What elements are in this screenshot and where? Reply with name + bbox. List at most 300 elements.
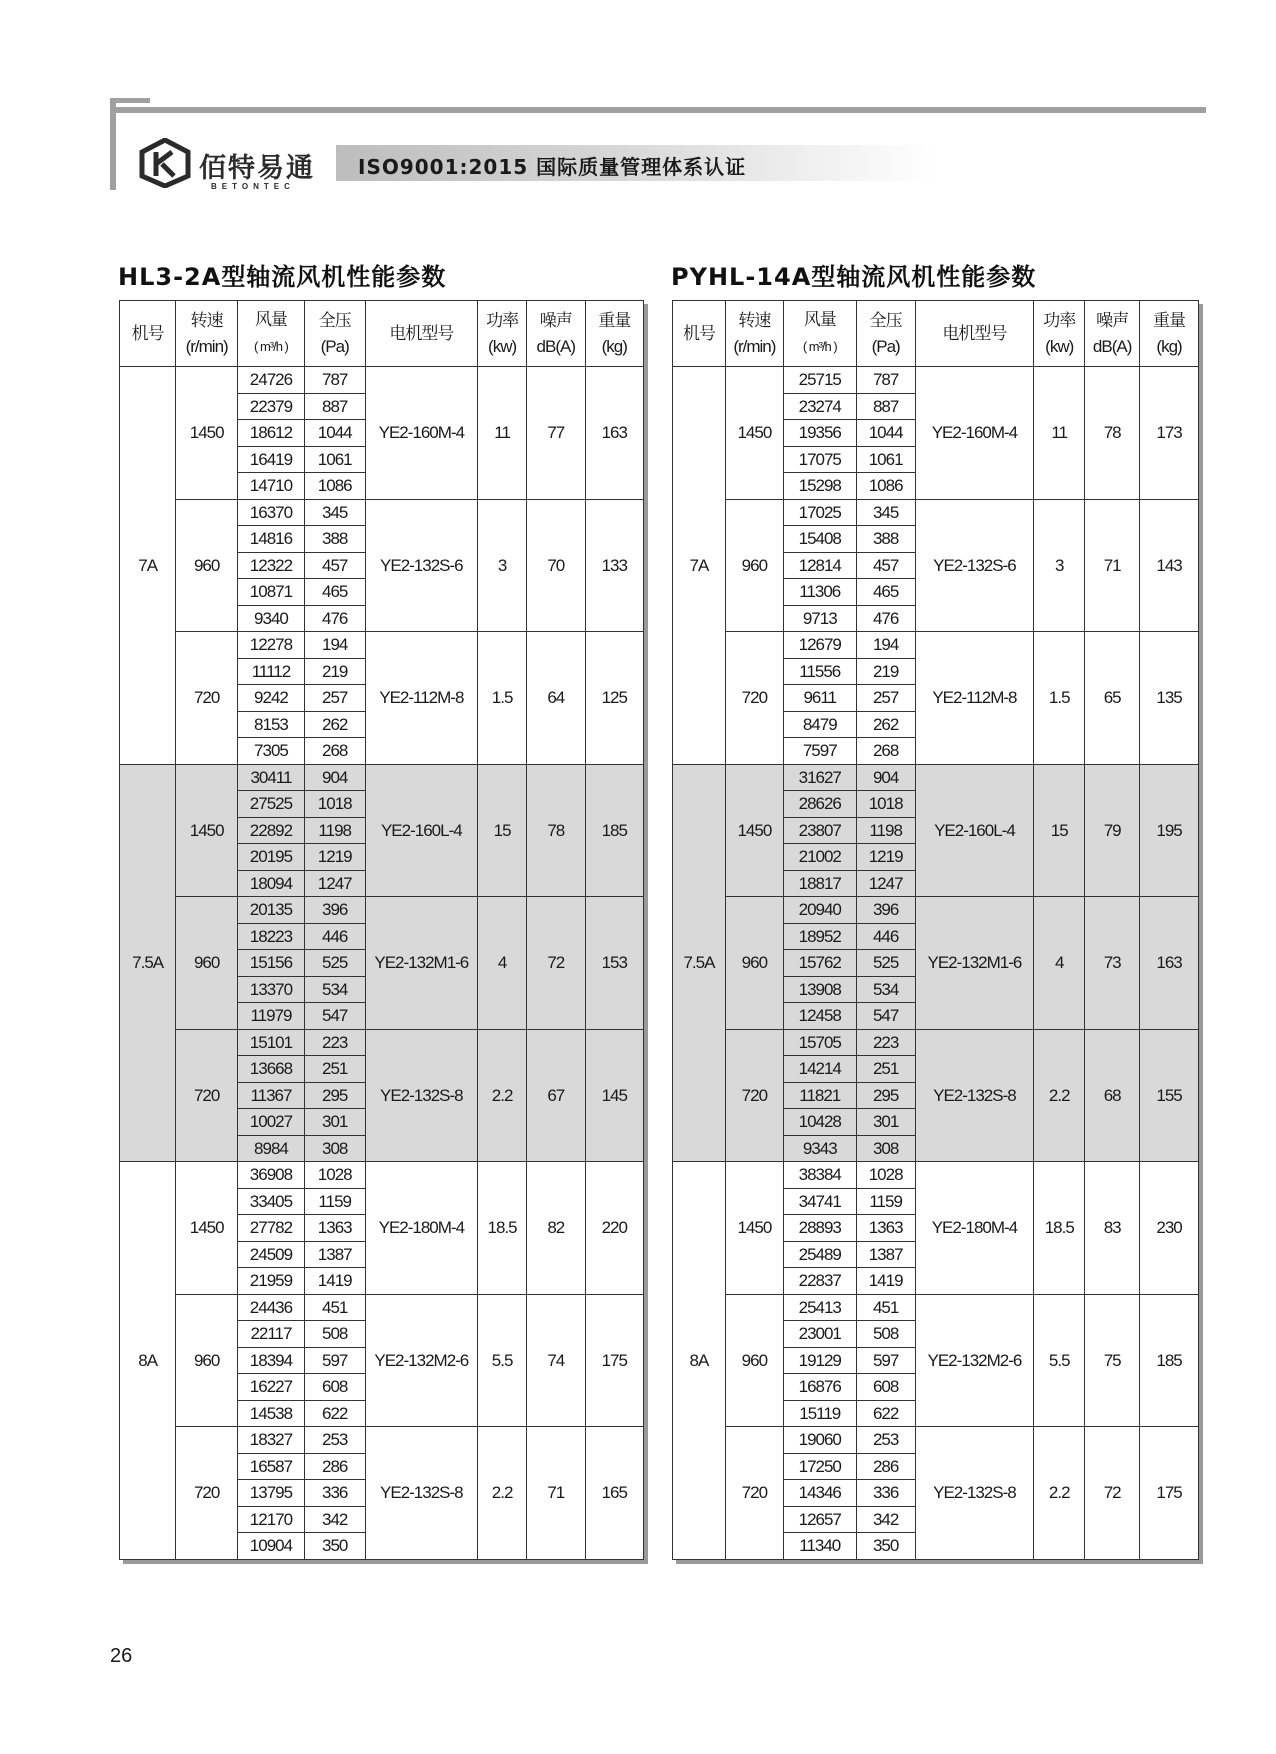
airflow-cell: 31627 (783, 764, 856, 791)
speed-cell: 720 (176, 1029, 238, 1162)
pressure-cell: 1419 (856, 1268, 915, 1295)
airflow-cell: 21959 (237, 1268, 304, 1295)
airflow-cell: 12322 (237, 552, 304, 579)
pressure-cell: 1219 (304, 844, 365, 871)
noise-cell: 65 (1085, 632, 1140, 765)
noise-cell: 73 (1085, 897, 1140, 1030)
pressure-cell: 622 (304, 1400, 365, 1427)
pressure-cell: 268 (304, 738, 365, 765)
header-speed: 转速 (r/min) (725, 301, 783, 367)
noise-cell: 72 (1085, 1427, 1140, 1560)
noise-cell: 68 (1085, 1029, 1140, 1162)
airflow-cell: 14214 (783, 1056, 856, 1083)
airflow-cell: 17025 (783, 499, 856, 526)
table-row (673, 897, 1199, 924)
table-header-row (120, 301, 644, 367)
speed-cell: 1450 (176, 367, 238, 500)
weight-cell: 175 (1140, 1427, 1199, 1560)
airflow-cell: 13370 (237, 976, 304, 1003)
speed-cell: 720 (725, 1029, 783, 1162)
airflow-cell: 38384 (783, 1162, 856, 1189)
header-speed: 转速 (r/min) (176, 301, 238, 367)
pressure-cell: 1198 (304, 817, 365, 844)
motor-cell: YE2-132M1-6 (365, 897, 478, 1030)
airflow-cell: 11112 (237, 658, 304, 685)
pressure-cell: 1028 (304, 1162, 365, 1189)
airflow-cell: 16876 (783, 1374, 856, 1401)
speed-cell: 960 (176, 499, 238, 632)
airflow-cell: 20940 (783, 897, 856, 924)
power-cell: 18.5 (478, 1162, 527, 1295)
airflow-cell: 15119 (783, 1400, 856, 1427)
airflow-cell: 20195 (237, 844, 304, 871)
airflow-cell: 12170 (237, 1506, 304, 1533)
pressure-cell: 887 (856, 393, 915, 420)
power-cell: 15 (1034, 764, 1085, 897)
pressure-cell: 1219 (856, 844, 915, 871)
airflow-cell: 8153 (237, 711, 304, 738)
weight-cell: 155 (1140, 1029, 1199, 1162)
pressure-cell: 253 (856, 1427, 915, 1454)
pressure-cell: 301 (856, 1109, 915, 1136)
power-cell: 5.5 (478, 1294, 527, 1427)
motor-cell: YE2-132S-6 (915, 499, 1034, 632)
header-weight: 重量 (kg) (585, 301, 644, 367)
airflow-cell: 14346 (783, 1480, 856, 1507)
header-noise: 噪声 dB(A) (527, 301, 585, 367)
pressure-cell: 597 (856, 1347, 915, 1374)
speed-cell: 960 (725, 897, 783, 1030)
header-noise: 噪声 dB(A) (1085, 301, 1140, 367)
airflow-cell: 30411 (237, 764, 304, 791)
pressure-cell: 396 (856, 897, 915, 924)
pressure-cell: 787 (856, 367, 915, 394)
pressure-cell: 1247 (856, 870, 915, 897)
power-cell: 3 (1034, 499, 1085, 632)
speed-cell: 720 (725, 1427, 783, 1560)
header-power: 功率 (kw) (478, 301, 527, 367)
brand-subtitle: BETONTEC (211, 182, 295, 191)
pressure-cell: 1159 (304, 1188, 365, 1215)
pressure-cell: 1086 (304, 473, 365, 500)
noise-cell: 71 (1085, 499, 1140, 632)
airflow-cell: 23807 (783, 817, 856, 844)
airflow-cell: 23274 (783, 393, 856, 420)
pressure-cell: 388 (856, 526, 915, 553)
pressure-cell: 597 (304, 1347, 365, 1374)
pressure-cell: 904 (304, 764, 365, 791)
weight-cell: 163 (1140, 897, 1199, 1030)
speed-cell: 720 (176, 1427, 238, 1560)
pressure-cell: 257 (856, 685, 915, 712)
pressure-cell: 345 (856, 499, 915, 526)
airflow-cell: 14816 (237, 526, 304, 553)
power-cell: 4 (1034, 897, 1085, 1030)
pressure-cell: 476 (304, 605, 365, 632)
airflow-cell: 12278 (237, 632, 304, 659)
pressure-cell: 286 (856, 1453, 915, 1480)
pressure-cell: 219 (856, 658, 915, 685)
pressure-cell: 1363 (856, 1215, 915, 1242)
airflow-cell: 13668 (237, 1056, 304, 1083)
pressure-cell: 547 (304, 1003, 365, 1030)
pressure-cell: 476 (856, 605, 915, 632)
pressure-cell: 295 (304, 1082, 365, 1109)
pressure-cell: 446 (856, 923, 915, 950)
noise-cell: 70 (527, 499, 585, 632)
pressure-cell: 1044 (856, 420, 915, 447)
pressure-cell: 465 (856, 579, 915, 606)
power-cell: 15 (478, 764, 527, 897)
power-cell: 2.2 (1034, 1029, 1085, 1162)
motor-cell: YE2-132S-8 (365, 1427, 478, 1560)
pressure-cell: 257 (304, 685, 365, 712)
airflow-cell: 25413 (783, 1294, 856, 1321)
pressure-cell: 350 (304, 1533, 365, 1560)
airflow-cell: 33405 (237, 1188, 304, 1215)
airflow-cell: 16419 (237, 446, 304, 473)
noise-cell: 78 (527, 764, 585, 897)
pressure-cell: 194 (856, 632, 915, 659)
motor-cell: YE2-132S-8 (365, 1029, 478, 1162)
weight-cell: 125 (585, 632, 644, 765)
pressure-cell: 345 (304, 499, 365, 526)
airflow-cell: 14538 (237, 1400, 304, 1427)
pressure-cell: 446 (304, 923, 365, 950)
airflow-cell: 28626 (783, 791, 856, 818)
noise-cell: 64 (527, 632, 585, 765)
noise-cell: 82 (527, 1162, 585, 1295)
airflow-cell: 18612 (237, 420, 304, 447)
noise-cell: 72 (527, 897, 585, 1030)
pressure-cell: 465 (304, 579, 365, 606)
airflow-cell: 11821 (783, 1082, 856, 1109)
pressure-cell: 525 (856, 950, 915, 977)
airflow-cell: 27782 (237, 1215, 304, 1242)
table-row (120, 764, 644, 791)
speed-cell: 1450 (725, 367, 783, 500)
model-no-cell: 7A (673, 367, 726, 765)
noise-cell: 79 (1085, 764, 1140, 897)
motor-cell: YE2-180M-4 (915, 1162, 1034, 1295)
noise-cell: 75 (1085, 1294, 1140, 1427)
header-model-no: 机号 (120, 301, 176, 367)
airflow-cell: 15762 (783, 950, 856, 977)
motor-cell: YE2-160M-4 (365, 367, 478, 500)
pressure-cell: 262 (304, 711, 365, 738)
pressure-cell: 223 (304, 1029, 365, 1056)
table-row (120, 367, 644, 394)
airflow-cell: 19356 (783, 420, 856, 447)
table-row (673, 1162, 1199, 1189)
model-no-cell: 8A (673, 1162, 726, 1560)
header-weight: 重量 (kg) (1140, 301, 1199, 367)
airflow-cell: 9713 (783, 605, 856, 632)
header-motor: 电机型号 (365, 301, 478, 367)
pressure-cell: 301 (304, 1109, 365, 1136)
weight-cell: 185 (1140, 1294, 1199, 1427)
pressure-cell: 887 (304, 393, 365, 420)
airflow-cell: 9340 (237, 605, 304, 632)
airflow-cell: 17250 (783, 1453, 856, 1480)
pressure-cell: 388 (304, 526, 365, 553)
certification-text: ISO9001:2015 国际质量管理体系认证 (358, 155, 747, 179)
airflow-cell: 14710 (237, 473, 304, 500)
airflow-cell: 24726 (237, 367, 304, 394)
header-rule (110, 107, 1206, 113)
airflow-cell: 20135 (237, 897, 304, 924)
pressure-cell: 1018 (304, 791, 365, 818)
airflow-cell: 21002 (783, 844, 856, 871)
power-cell: 11 (1034, 367, 1085, 500)
pressure-cell: 904 (856, 764, 915, 791)
power-cell: 11 (478, 367, 527, 500)
airflow-cell: 12814 (783, 552, 856, 579)
motor-cell: YE2-132S-8 (915, 1029, 1034, 1162)
airflow-cell: 17075 (783, 446, 856, 473)
table-row (673, 1029, 1199, 1056)
weight-cell: 135 (1140, 632, 1199, 765)
airflow-cell: 18223 (237, 923, 304, 950)
airflow-cell: 8479 (783, 711, 856, 738)
airflow-cell: 11306 (783, 579, 856, 606)
pressure-cell: 534 (856, 976, 915, 1003)
pressure-cell: 457 (304, 552, 365, 579)
airflow-cell: 36908 (237, 1162, 304, 1189)
motor-cell: YE2-180M-4 (365, 1162, 478, 1295)
power-cell: 2.2 (478, 1029, 527, 1162)
power-cell: 1.5 (478, 632, 527, 765)
weight-cell: 195 (1140, 764, 1199, 897)
table-row (120, 1427, 644, 1454)
pressure-cell: 336 (304, 1480, 365, 1507)
pressure-cell: 508 (856, 1321, 915, 1348)
motor-cell: YE2-112M-8 (365, 632, 478, 765)
speed-cell: 720 (176, 632, 238, 765)
airflow-cell: 34741 (783, 1188, 856, 1215)
table-row (120, 1162, 644, 1189)
pressure-cell: 534 (304, 976, 365, 1003)
speed-cell: 1450 (176, 1162, 238, 1295)
pressure-cell: 622 (856, 1400, 915, 1427)
noise-cell: 67 (527, 1029, 585, 1162)
brand-logo-icon (138, 138, 192, 188)
airflow-cell: 7305 (237, 738, 304, 765)
table-row (673, 1427, 1199, 1454)
airflow-cell: 12679 (783, 632, 856, 659)
table-header-row (673, 301, 1199, 367)
weight-cell: 175 (585, 1294, 644, 1427)
table-row (120, 632, 644, 659)
airflow-cell: 24436 (237, 1294, 304, 1321)
airflow-cell: 18394 (237, 1347, 304, 1374)
pressure-cell: 1028 (856, 1162, 915, 1189)
table-row (673, 632, 1199, 659)
weight-cell: 173 (1140, 367, 1199, 500)
pressure-cell: 262 (856, 711, 915, 738)
header-frame-corner (110, 98, 150, 103)
model-no-cell: 7A (120, 367, 176, 765)
airflow-cell: 12458 (783, 1003, 856, 1030)
pressure-cell: 1159 (856, 1188, 915, 1215)
airflow-cell: 16370 (237, 499, 304, 526)
power-cell: 3 (478, 499, 527, 632)
weight-cell: 163 (585, 367, 644, 500)
weight-cell: 230 (1140, 1162, 1199, 1295)
noise-cell: 74 (527, 1294, 585, 1427)
airflow-cell: 12657 (783, 1506, 856, 1533)
airflow-cell: 19060 (783, 1427, 856, 1454)
pressure-cell: 547 (856, 1003, 915, 1030)
airflow-cell: 9611 (783, 685, 856, 712)
airflow-cell: 11556 (783, 658, 856, 685)
table-row (673, 367, 1199, 394)
airflow-cell: 22379 (237, 393, 304, 420)
airflow-cell: 15705 (783, 1029, 856, 1056)
table-title-left: HL3-2A型轴流风机性能参数 (118, 263, 447, 291)
pressure-cell: 608 (304, 1374, 365, 1401)
pressure-cell: 308 (856, 1135, 915, 1162)
header-pressure: 全压 (Pa) (856, 301, 915, 367)
weight-cell: 145 (585, 1029, 644, 1162)
table-row (120, 1294, 644, 1321)
pressure-cell: 1044 (304, 420, 365, 447)
speed-cell: 720 (725, 632, 783, 765)
airflow-cell: 15156 (237, 950, 304, 977)
airflow-cell: 22117 (237, 1321, 304, 1348)
weight-cell: 220 (585, 1162, 644, 1295)
airflow-cell: 13908 (783, 976, 856, 1003)
weight-cell: 185 (585, 764, 644, 897)
power-cell: 1.5 (1034, 632, 1085, 765)
weight-cell: 165 (585, 1427, 644, 1560)
airflow-cell: 18094 (237, 870, 304, 897)
table-row (120, 499, 644, 526)
model-no-cell: 8A (120, 1162, 176, 1560)
motor-cell: YE2-132S-8 (915, 1427, 1034, 1560)
airflow-cell: 15298 (783, 473, 856, 500)
model-no-cell: 7.5A (120, 764, 176, 1162)
motor-cell: YE2-132S-6 (365, 499, 478, 632)
noise-cell: 71 (527, 1427, 585, 1560)
airflow-cell: 16587 (237, 1453, 304, 1480)
pressure-cell: 194 (304, 632, 365, 659)
airflow-cell: 11367 (237, 1082, 304, 1109)
pressure-cell: 223 (856, 1029, 915, 1056)
airflow-cell: 18327 (237, 1427, 304, 1454)
weight-cell: 143 (1140, 499, 1199, 632)
pressure-cell: 525 (304, 950, 365, 977)
table-title-right: PYHL-14A型轴流风机性能参数 (671, 263, 1037, 291)
header-model-no: 机号 (673, 301, 726, 367)
model-no-cell: 7.5A (673, 764, 726, 1162)
motor-cell: YE2-160L-4 (915, 764, 1034, 897)
brand-name: 佰特易通 (199, 153, 315, 184)
airflow-cell: 25715 (783, 367, 856, 394)
table-row (120, 1029, 644, 1056)
power-cell: 5.5 (1034, 1294, 1085, 1427)
page-number: 26 (110, 1645, 133, 1667)
speed-cell: 1450 (725, 764, 783, 897)
pressure-cell: 350 (856, 1533, 915, 1560)
airflow-cell: 16227 (237, 1374, 304, 1401)
pressure-cell: 451 (856, 1294, 915, 1321)
airflow-cell: 22837 (783, 1268, 856, 1295)
airflow-cell: 8984 (237, 1135, 304, 1162)
pressure-cell: 787 (304, 367, 365, 394)
table-row (673, 499, 1199, 526)
pressure-cell: 608 (856, 1374, 915, 1401)
performance-table-left (119, 300, 644, 1560)
airflow-cell: 18952 (783, 923, 856, 950)
airflow-cell: 19129 (783, 1347, 856, 1374)
airflow-cell: 23001 (783, 1321, 856, 1348)
power-cell: 2.2 (1034, 1427, 1085, 1560)
pressure-cell: 1061 (856, 446, 915, 473)
airflow-cell: 10871 (237, 579, 304, 606)
weight-cell: 153 (585, 897, 644, 1030)
pressure-cell: 1387 (304, 1241, 365, 1268)
speed-cell: 1450 (725, 1162, 783, 1295)
pressure-cell: 295 (856, 1082, 915, 1109)
airflow-cell: 18817 (783, 870, 856, 897)
pressure-cell: 286 (304, 1453, 365, 1480)
speed-cell: 960 (176, 897, 238, 1030)
airflow-cell: 10027 (237, 1109, 304, 1136)
pressure-cell: 1086 (856, 473, 915, 500)
pressure-cell: 1198 (856, 817, 915, 844)
pressure-cell: 1387 (856, 1241, 915, 1268)
speed-cell: 960 (725, 1294, 783, 1427)
header-pressure: 全压 (Pa) (304, 301, 365, 367)
pressure-cell: 1419 (304, 1268, 365, 1295)
performance-table-right (672, 300, 1199, 1560)
airflow-cell: 11979 (237, 1003, 304, 1030)
pressure-cell: 251 (304, 1056, 365, 1083)
motor-cell: YE2-112M-8 (915, 632, 1034, 765)
header-airflow: 风量 ( m³/h ) (237, 301, 304, 367)
pressure-cell: 219 (304, 658, 365, 685)
airflow-cell: 28893 (783, 1215, 856, 1242)
pressure-cell: 251 (856, 1056, 915, 1083)
motor-cell: YE2-132M2-6 (915, 1294, 1034, 1427)
table-row (673, 1294, 1199, 1321)
header-airflow: 风量 ( m³/h ) (783, 301, 856, 367)
airflow-cell: 9242 (237, 685, 304, 712)
airflow-cell: 15408 (783, 526, 856, 553)
airflow-cell: 22892 (237, 817, 304, 844)
power-cell: 2.2 (478, 1427, 527, 1560)
airflow-cell: 7597 (783, 738, 856, 765)
airflow-cell: 10428 (783, 1109, 856, 1136)
pressure-cell: 1247 (304, 870, 365, 897)
airflow-cell: 10904 (237, 1533, 304, 1560)
airflow-cell: 24509 (237, 1241, 304, 1268)
table-row (120, 897, 644, 924)
noise-cell: 77 (527, 367, 585, 500)
pressure-cell: 253 (304, 1427, 365, 1454)
pressure-cell: 457 (856, 552, 915, 579)
speed-cell: 1450 (176, 764, 238, 897)
pressure-cell: 1363 (304, 1215, 365, 1242)
airflow-cell: 13795 (237, 1480, 304, 1507)
pressure-cell: 268 (856, 738, 915, 765)
pressure-cell: 342 (856, 1506, 915, 1533)
pressure-cell: 1018 (856, 791, 915, 818)
pressure-cell: 308 (304, 1135, 365, 1162)
header-frame-left (110, 98, 116, 190)
header-power: 功率 (kw) (1034, 301, 1085, 367)
